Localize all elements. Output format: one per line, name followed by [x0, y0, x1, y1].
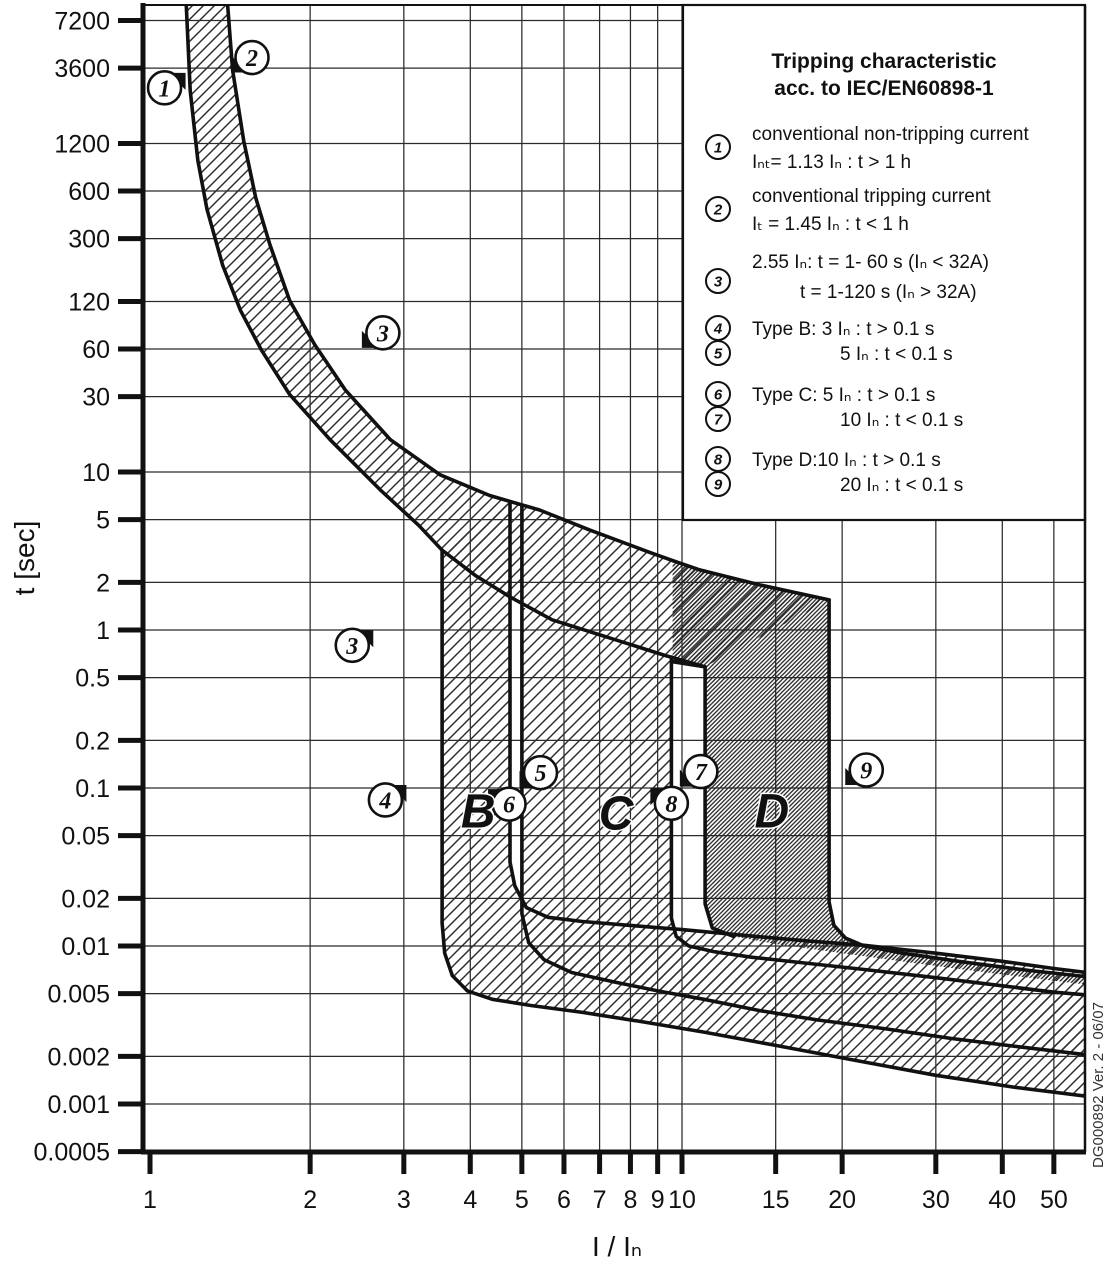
y-tick-label: 0.02: [61, 885, 110, 914]
legend-item-text: t = 1-120 s (Iₙ > 32A): [800, 282, 977, 303]
marker-number: 7: [694, 760, 707, 787]
marker-number: 3: [346, 633, 359, 660]
marker-number: 6: [503, 792, 516, 819]
legend-item-number: 3: [713, 273, 723, 291]
legend-item-text: conventional non-tripping current: [752, 124, 1029, 145]
x-tick-label: 5: [514, 1186, 529, 1214]
x-tick-label: 2: [303, 1186, 318, 1214]
marker-number: 9: [860, 758, 873, 785]
x-tick-label: 1: [143, 1186, 157, 1214]
marker-number: 1: [158, 76, 171, 103]
band-letter-C: C: [598, 787, 634, 841]
y-tick-label: 30: [82, 383, 110, 412]
y-tick-label: 0.5: [75, 664, 110, 693]
y-tick-label: 600: [68, 178, 110, 207]
x-tick-label: 3: [396, 1186, 411, 1214]
y-tick-label: 0.05: [61, 822, 110, 851]
legend-item-number: 1: [713, 139, 723, 157]
y-tick-label: 7200: [54, 7, 110, 36]
y-tick-label: 3600: [54, 55, 110, 84]
x-tick-label: 20: [828, 1186, 857, 1214]
x-tick-label: 8: [623, 1186, 638, 1214]
x-tick-label: 10: [668, 1186, 696, 1214]
x-tick-label: 6: [557, 1186, 571, 1214]
x-tick-label: 15: [761, 1186, 790, 1214]
y-tick-label: 1: [96, 617, 110, 645]
legend-item-text: Iₜ = 1.45 Iₙ : t < 1 h: [752, 214, 909, 235]
legend-item-text: Iₙₜ= 1.13 Iₙ : t > 1 h: [752, 152, 912, 173]
legend-item-number: 5: [713, 345, 723, 363]
y-tick-label: 60: [82, 336, 110, 365]
y-tick-label: 300: [68, 225, 110, 254]
y-tick-label: 0.001: [47, 1091, 110, 1119]
y-tick-label: 1200: [54, 130, 110, 159]
y-tick-label: 5: [96, 506, 110, 535]
y-tick-label: 10: [82, 459, 110, 487]
x-tick-label: 50: [1039, 1186, 1068, 1214]
x-tick-label: 7: [592, 1186, 607, 1214]
legend-item-number: 8: [713, 451, 723, 469]
x-tick-label: 4: [463, 1186, 478, 1214]
marker-number: 5: [534, 761, 547, 788]
y-axis-title: t [sec]: [9, 520, 40, 596]
y-tick-label: 0.2: [75, 727, 110, 756]
legend-item-number: 6: [713, 386, 723, 404]
x-tick-label: 40: [988, 1186, 1017, 1214]
legend-item-text: 5 Iₙ : t < 0.1 s: [840, 344, 953, 365]
y-tick-label: 2: [96, 569, 110, 598]
legend-item-text: 20 Iₙ : t < 0.1 s: [840, 475, 964, 496]
legend-item-number: 2: [713, 201, 723, 219]
y-tick-label: 0.005: [47, 980, 110, 1009]
legend-item-text: conventional tripping current: [752, 186, 991, 207]
marker-number: 4: [379, 788, 392, 815]
y-tick-label: 0.0005: [33, 1138, 110, 1167]
y-tick-label: 120: [68, 288, 110, 317]
legend-item-number: 9: [713, 476, 723, 494]
legend-item-text: Type B: 3 Iₙ : t > 0.1 s: [752, 319, 935, 340]
y-tick-label: 0.002: [47, 1043, 110, 1072]
marker-number: 3: [376, 321, 389, 348]
x-tick-label: 9: [650, 1186, 665, 1214]
marker-number: 8: [665, 791, 678, 818]
band-letter-D: D: [754, 785, 790, 839]
x-tick-label: 30: [921, 1186, 950, 1214]
legend-item-text: Type C: 5 Iₙ : t > 0.1 s: [752, 385, 936, 406]
legend-item-number: 7: [713, 411, 723, 429]
band-letter-B: B: [460, 785, 496, 839]
legend-title-line1: Tripping characteristic: [771, 50, 997, 73]
y-tick-label: 0.1: [75, 775, 110, 803]
legend-item-text: 2.55 Iₙ: t = 1- 60 s (Iₙ < 32A): [752, 252, 989, 273]
document-number-watermark: DG000892 Ver. 2 - 06/07: [1090, 1002, 1107, 1168]
y-tick-label: 0.01: [61, 933, 110, 961]
legend-item-text: 10 Iₙ : t < 0.1 s: [840, 410, 964, 431]
legend-item-text: Type D:10 Iₙ : t > 0.1 s: [752, 450, 941, 471]
x-axis-title: I / Iₙ: [591, 1231, 643, 1262]
legend-item-number: 4: [713, 320, 723, 338]
legend-title-line2: acc. to IEC/EN60898-1: [774, 77, 994, 100]
marker-number: 2: [246, 46, 259, 73]
